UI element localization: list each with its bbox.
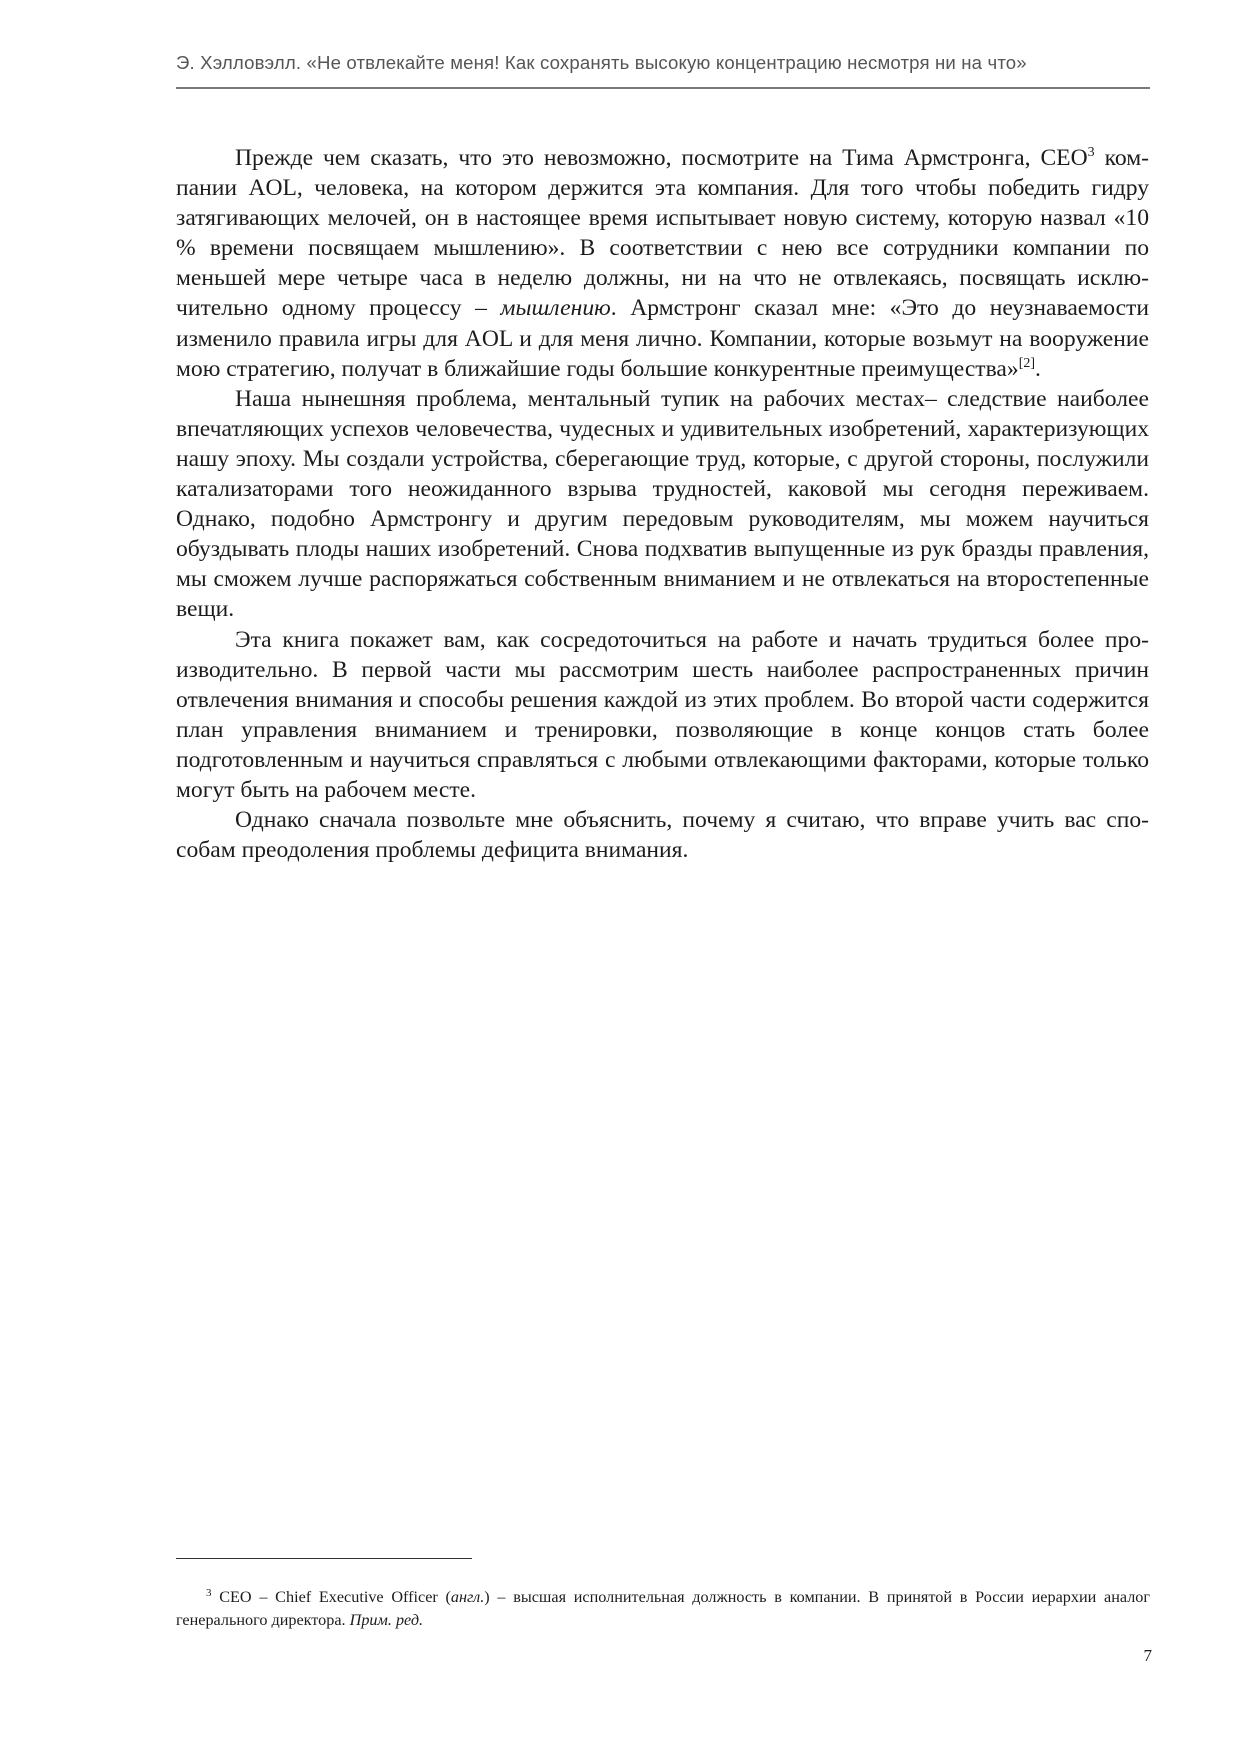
paragraph-1 — [176, 143, 1149, 384]
emphasis-thinking: мышлению — [500, 295, 611, 322]
footnote-marker: 3 — [206, 1587, 212, 1599]
footnote-text-b: ) – высшая исполнительная должность в компании. В принятой в России иерархии аналог генерального директора. — [176, 1588, 1150, 1629]
footnote-text-a: CEO – Chief Executive Officer ( — [211, 1588, 451, 1606]
citation-reference[interactable]: [2] — [1018, 355, 1036, 371]
paragraph-1-text-a: Прежде чем сказать, что это невозможно, посмотрите на Тима Армстронга, CEO — [235, 145, 1088, 171]
paragraph-1-text-c: . Армстронг сказал мне: «Это до неузнаваемости изменило правила игры для AOL и для меня лично. Компании, которые возьмут на вооружение мою стратегию, получат в ближайшие годы большие конкурентные преимущества» — [176, 295, 1149, 382]
footnote-divider — [176, 1558, 472, 1559]
paragraph-2: Наша нынешняя проблема, ментальный тупик на рабочих местах– следствие наиболее впечатляющих успехов человечества, чудесных и удивительных изобретений, характеризующих нашу эпоху. Мы создали устройства, сберегающие труд, которые, с другой стороны, послужили катализаторами того неожиданного взрыва трудностей, каковой мы сегодня переживаем. Однако, подобно Армстронгу и другим передовым руководителям, мы можем научиться обуздывать плоды наших изобретений. Снова подхватив выпущенные из рук бразды правления, мы сможем лучше распоряжаться собственным вниманием и не отвлекаться на второстепенные вещи. — [176, 385, 1149, 623]
footnote — [176, 1586, 1150, 1632]
header-divider — [176, 87, 1150, 89]
paragraph-3: Эта книга покажет вам, как сосредоточиться на работе и начать трудиться более производительно. В первой части мы рассмотрим шесть наиболее распространенных причин отвлечения внимания и способы решения каждой из этих проблем. Во второй части содержится план управления вниманием и тренировки, позволяющие в конце концов стать более подготовленным и научиться справляться с любыми отвлекающими факторами, которые только могут быть на рабочем месте. — [176, 626, 1149, 803]
running-header: Э. Хэлловэлл. «Не отвлекайте меня! Как сохранять высокую концентрацию несмотря ни на что» — [176, 52, 1027, 73]
page-number: 7 — [1143, 1646, 1152, 1665]
footnote-italic-note: Прим. ред. — [349, 1611, 424, 1629]
main-text — [176, 143, 1149, 865]
paragraph-1-end: . — [1035, 355, 1041, 382]
paragraph-4: Однако сначала позвольте мне объяснить, почему я считаю, что вправе учить вас способам преодоления проблемы дефицита внимания. — [176, 807, 1149, 864]
paragraph-1-text-b: компании AOL, человека, на котором держится эта компания. Для того чтобы победить гидру затягивающих мелочей, он в настоящее время испытывает новую систему, которую назвал «10 % времени посвящаем мышлению». В соответствии с нею все сотрудники компании по меньшей мере четыре часа в неделю должны, ни на что не отвлекаясь, посвящать исключительно одному процессу – — [176, 145, 1149, 322]
footnote-italic-lang: англ. — [450, 1588, 485, 1606]
footnote-reference[interactable]: 3 — [1087, 145, 1095, 160]
